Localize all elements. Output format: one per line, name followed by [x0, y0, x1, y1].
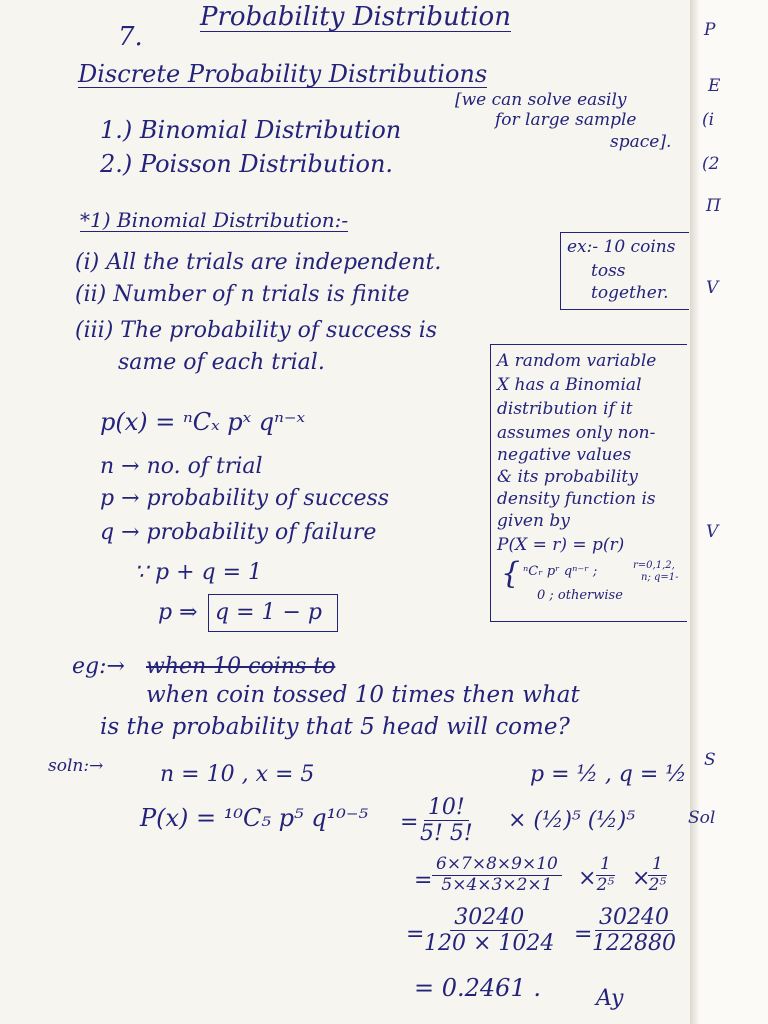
solution-label: soln:→ [48, 756, 104, 776]
definition-box [490, 344, 687, 622]
times-sign: × [578, 866, 597, 891]
step3-denominator: 120 × 1024 [424, 931, 555, 957]
example-box-line: toss [591, 261, 626, 281]
edge-fragment: S [704, 750, 716, 770]
definition-line: distribution if it [497, 399, 633, 419]
step2-numerator: 6×7×8×9×10 [432, 856, 562, 876]
legend-item: n → no. of trial [100, 454, 263, 479]
equals-sign: = [414, 868, 433, 893]
step3-fraction-2 [592, 906, 676, 955]
definition-line: n; q=1- [641, 572, 679, 583]
solution-given: n = 10 , x = 5 [160, 762, 315, 787]
edge-fragment: (i [702, 110, 715, 130]
equals-sign: = [574, 922, 593, 947]
step2-denominator: 5×4×3×2×1 [441, 874, 553, 895]
example-box-line: ex:- 10 coins [567, 237, 676, 257]
step3-denominator-2: 122880 [592, 931, 676, 957]
step1-denominator: 5! 5! [420, 821, 473, 847]
final-result: = 0.2461 . [414, 974, 541, 1002]
edge-fragment: Π [706, 196, 721, 216]
condition-item: (ii) Number of n trials is finite [75, 282, 410, 307]
legend-item: q → probability of failure [100, 520, 377, 545]
example-label: eg:→ [72, 654, 125, 679]
example-box-line: together. [591, 283, 669, 303]
step1-fraction [420, 796, 473, 845]
step3-fraction [424, 906, 554, 955]
chapter-number: 7. [118, 22, 143, 52]
chapter-title: Probability Distribution [200, 2, 511, 32]
definition-line: A random variable [497, 351, 657, 371]
step2-tail-fraction [648, 856, 667, 895]
step2-tail-fraction [596, 856, 615, 895]
definition-line: X has a Binomial [497, 375, 642, 395]
definition-line: assumes only non- [497, 423, 656, 443]
edge-fragment: (2 [702, 154, 720, 174]
side-note: space]. [610, 132, 672, 152]
definition-line: ⁿCᵣ pʳ qⁿ⁻ʳ ; [523, 564, 598, 579]
definition-line: & its probability [497, 467, 638, 487]
signature: Ay [596, 986, 624, 1011]
step2-tail-denominator: 2⁵ [596, 874, 615, 895]
condition-item: (iii) The probability of success is [75, 318, 438, 343]
condition-item: (i) All the trials are independent. [75, 250, 442, 275]
relation-prefix: p ⇒ [158, 600, 198, 625]
edge-fragment: P [704, 20, 716, 40]
edge-fragment: V [706, 278, 719, 298]
solution-given-right: p = ½ , q = ½ [530, 762, 687, 787]
step1-tail: × (½)⁵ (½)⁵ [508, 808, 636, 833]
definition-brace: { [501, 556, 521, 591]
step2-tail-numerator: 1 [648, 856, 667, 876]
list-item: 1.) Binomial Distribution [100, 116, 402, 144]
edge-fragment: V [706, 522, 719, 542]
result-box [208, 594, 338, 632]
definition-line: 0 ; otherwise [537, 588, 623, 603]
binomial-heading: *1) Binomial Distribution:- [80, 208, 349, 232]
definition-line: given by [497, 511, 570, 531]
side-note: for large sample [495, 110, 637, 130]
edge-fragment: E [708, 76, 721, 96]
equals-sign: = [406, 922, 425, 947]
definition-line: r=0,1,2, [633, 560, 675, 571]
step1-lhs: P(x) = ¹⁰C₅ p⁵ q¹⁰⁻⁵ [140, 804, 369, 832]
relation-result: q = 1 − p [215, 600, 323, 625]
binomial-formula: p(x) = ⁿCₓ pˣ qⁿ⁻ˣ [100, 408, 306, 436]
list-item: 2.) Poisson Distribution. [100, 150, 394, 178]
question-line: is the probability that 5 head will come? [100, 714, 570, 740]
condition-item: same of each trial. [118, 350, 325, 375]
step2-fraction [432, 856, 562, 895]
step3-numerator-2: 30240 [595, 906, 673, 931]
adjacent-page-edge [690, 0, 768, 1024]
step3-numerator: 30240 [450, 906, 528, 931]
definition-line: negative values [497, 445, 632, 465]
definition-line: density function is [497, 489, 656, 509]
step1-numerator: 10! [424, 796, 469, 821]
example-box [560, 232, 689, 310]
legend-item: p → probability of success [100, 486, 390, 511]
step2-tail-numerator: 1 [596, 856, 615, 876]
edge-fragment: Sol [688, 808, 716, 828]
struck-text: when 10 coins to [146, 654, 336, 679]
step2-tail-denominator: 2⁵ [648, 874, 667, 895]
equals-sign: = [400, 810, 419, 835]
side-note: [we can solve easily [455, 90, 627, 110]
definition-line: P(X = r) = p(r) [497, 535, 625, 555]
section-heading: Discrete Probability Distributions [78, 60, 488, 88]
question-line: when coin tossed 10 times then what [146, 682, 580, 708]
relation: ∵ p + q = 1 [134, 560, 262, 585]
times-sign: × [632, 866, 651, 891]
